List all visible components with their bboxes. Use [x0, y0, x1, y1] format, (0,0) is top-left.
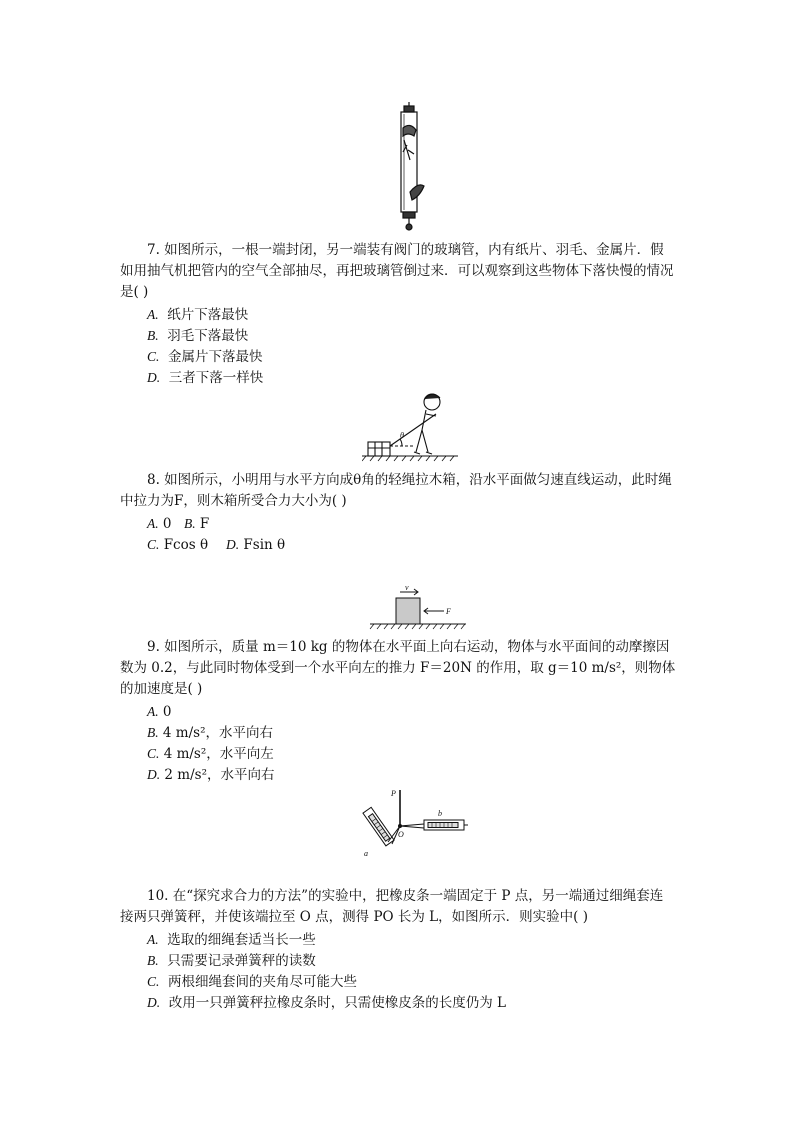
option-a: A. 0	[147, 704, 172, 720]
option-a: A. 选取的细绳套适当长一些	[147, 932, 316, 948]
point-o-label: O	[398, 830, 404, 839]
question-9	[120, 637, 676, 700]
option-a: A. 0	[147, 516, 172, 532]
block-force-figure	[368, 582, 468, 632]
question-stem: 9. 如图所示，质量 m＝10 kg 的物体在水平面上向右运动，物体与水平面间的动摩擦因数为 0.2，与此同时物体受到一个水平向左的推力 F＝20N 的作用，取 g＝10 m/s²，则物体的加速度是( )	[120, 639, 676, 697]
option-c: C. Fcos θ	[147, 537, 209, 553]
question-stem: 7. 如图所示，一根一端封闭，另一端装有阀门的玻璃管，内有纸片、羽毛、金属片．假如用抽气机把管内的空气全部抽尽，再把玻璃管倒过来．可以观察到这些物体下落快慢的情况是( )	[120, 242, 674, 300]
option-b: B. 只需要记录弹簧秤的读数	[147, 953, 316, 969]
option-d: D. Fsin θ	[226, 537, 286, 553]
question-8	[120, 470, 676, 512]
scale-b-label: b	[438, 809, 442, 818]
force-label: F	[446, 607, 451, 616]
option-b: B. 羽毛下落最快	[147, 328, 249, 344]
option-c: C. 两根细绳套间的夹角尽可能大些	[147, 974, 357, 990]
theta-label: θ	[400, 431, 404, 440]
option-c: C. 金属片下落最快	[147, 349, 263, 365]
question-stem: 8. 如图所示，小明用与水平方向成θ角的轻绳拉木箱，沿水平面做匀速直线运动，此时绳中拉力为F，则木箱所受合力大小为( )	[120, 472, 672, 509]
glass-tube-figure	[388, 100, 432, 232]
scale-a-label: a	[364, 849, 368, 858]
question-7	[120, 240, 676, 303]
option-d: D. 2 m/s²，水平向右	[147, 767, 275, 783]
option-c: C. 4 m/s²，水平向左	[147, 746, 274, 762]
question-10	[120, 886, 676, 928]
option-b: B. F	[184, 516, 210, 532]
spring-scale-figure	[354, 786, 472, 884]
option-d: D. 改用一只弹簧秤拉橡皮条时，只需使橡皮条的长度仍为 L	[147, 995, 506, 1011]
point-p-label: P	[391, 789, 396, 798]
velocity-label: v	[405, 583, 409, 592]
question-stem: 10. 在“探究求合力的方法”的实验中，把橡皮条一端固定于 P 点，另一端通过细绳套连接两只弹簧秤，并使该端拉至 O 点，测得 PO 长为 L，如图所示．则实验中( )	[120, 888, 664, 925]
option-b: B. 4 m/s²，水平向右	[147, 725, 273, 741]
boy-pulling-box-figure	[362, 386, 458, 462]
option-d: D. 三者下落一样快	[147, 370, 264, 386]
option-a: A. 纸片下落最快	[147, 307, 249, 323]
